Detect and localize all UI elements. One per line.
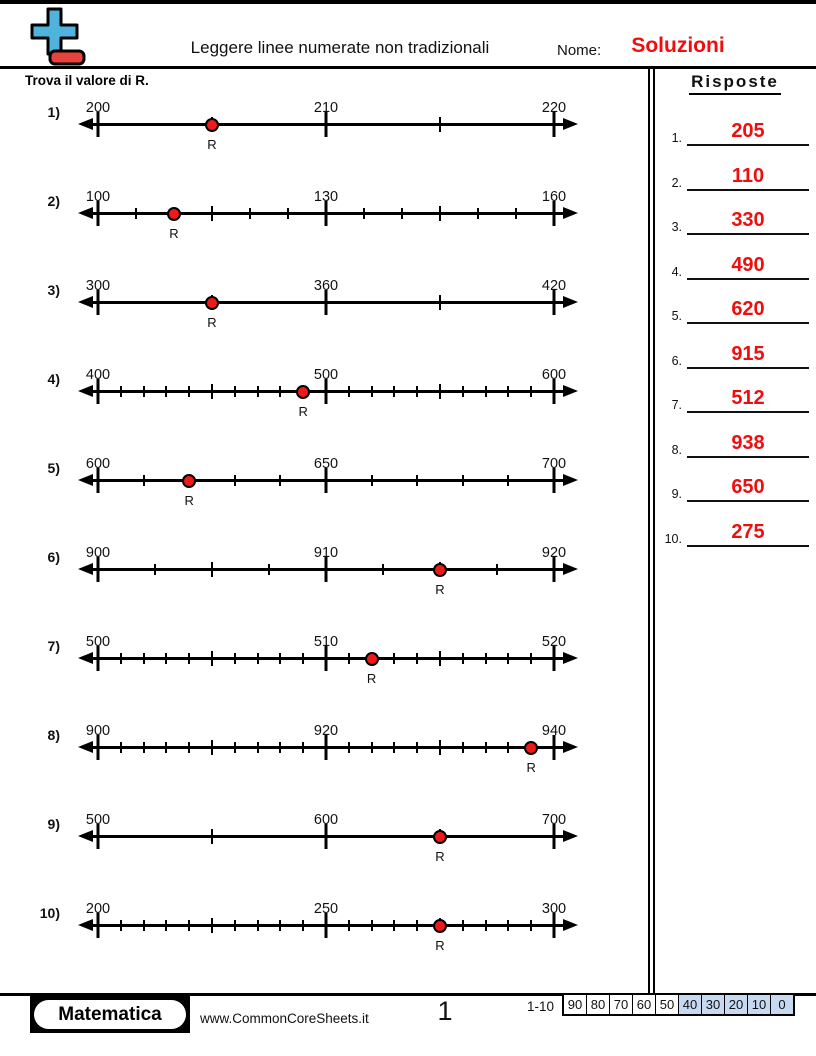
answer-blank-line	[687, 118, 809, 146]
tick	[188, 742, 190, 753]
tick	[439, 651, 441, 666]
answer-number: 5.	[671, 309, 682, 323]
tick	[462, 386, 464, 397]
number-line	[78, 808, 578, 878]
tick	[462, 653, 464, 664]
tick	[348, 386, 350, 397]
axis-label: 910	[313, 545, 339, 561]
point-dot	[524, 741, 538, 755]
tick	[143, 920, 145, 931]
top-border-rule	[0, 0, 816, 4]
tick	[416, 742, 418, 753]
answer-blank-line	[687, 163, 809, 191]
tick	[234, 475, 236, 486]
number-line-axis	[85, 924, 571, 927]
tick	[188, 386, 190, 397]
tick	[439, 384, 441, 399]
number-line	[78, 719, 578, 789]
axis-label: 300	[85, 278, 111, 294]
tick	[120, 920, 122, 931]
answer-number: 1.	[671, 131, 682, 145]
axis-label: 510	[313, 634, 339, 650]
point-dot	[167, 207, 181, 221]
tick	[485, 920, 487, 931]
axis-label: 700	[541, 812, 567, 828]
tick	[211, 829, 213, 844]
tick	[257, 386, 259, 397]
point-dot	[205, 118, 219, 132]
tick	[120, 386, 122, 397]
site-url: www.CommonCoreSheets.it	[200, 1011, 369, 1026]
point-dot	[182, 474, 196, 488]
axis-label: 600	[541, 367, 567, 383]
tick	[348, 920, 350, 931]
answers-divider-line	[648, 66, 650, 993]
number-line-axis	[85, 390, 571, 393]
answer-row	[656, 379, 812, 413]
answer-number: 2.	[671, 175, 682, 190]
point-dot	[365, 652, 379, 666]
point-dot	[433, 830, 447, 844]
problem-number: 7)	[47, 638, 60, 654]
tick	[234, 920, 236, 931]
point-label: R	[169, 226, 179, 241]
tick	[120, 653, 122, 664]
answer-blank-line	[687, 385, 809, 413]
axis-label: 940	[541, 723, 567, 739]
tick	[530, 920, 532, 931]
tick	[234, 653, 236, 664]
point-label: R	[298, 404, 308, 419]
axis-label: 200	[85, 901, 111, 917]
problem-number: 4)	[47, 371, 60, 387]
number-line	[78, 185, 578, 255]
number-line-axis	[85, 301, 571, 304]
axis-label: 650	[313, 456, 339, 472]
tick	[302, 742, 304, 753]
problem-row	[30, 185, 590, 274]
number-line-axis	[85, 212, 571, 215]
answer-number: 7.	[671, 398, 682, 412]
score-cell: 70	[609, 995, 632, 1014]
tick	[249, 208, 251, 219]
answer-value: 512	[731, 387, 765, 409]
axis-label: 220	[541, 100, 567, 116]
tick	[143, 653, 145, 664]
tick	[211, 740, 213, 755]
axis-label: 500	[313, 367, 339, 383]
point-dot	[433, 563, 447, 577]
tick	[211, 918, 213, 933]
problem-row	[30, 897, 590, 986]
instruction-text: Trova il valore di R.	[25, 73, 149, 88]
axis-label: 600	[313, 812, 339, 828]
axis-label: 360	[313, 278, 339, 294]
name-value-solutions: Soluzioni	[631, 34, 725, 57]
number-line	[78, 96, 578, 166]
tick	[393, 920, 395, 931]
tick	[363, 208, 365, 219]
problem-row	[30, 363, 590, 452]
tick	[287, 208, 289, 219]
axis-label: 900	[85, 723, 111, 739]
worksheet-title: Leggere linee numerate non tradizionali	[190, 38, 490, 57]
tick	[279, 920, 281, 931]
tick	[462, 742, 464, 753]
tick	[371, 742, 373, 753]
point-dot	[433, 919, 447, 933]
tick	[507, 920, 509, 931]
problem-number: 1)	[47, 104, 60, 120]
tick	[143, 475, 145, 486]
tick	[348, 742, 350, 753]
tick	[530, 386, 532, 397]
answer-number: 3.	[671, 220, 682, 234]
answer-row	[656, 112, 812, 146]
axis-label: 400	[85, 367, 111, 383]
tick	[416, 920, 418, 931]
tick	[234, 386, 236, 397]
problem-number: 2)	[47, 193, 60, 209]
number-line	[78, 452, 578, 522]
tick	[188, 653, 190, 664]
number-line-axis	[85, 835, 571, 838]
answer-blank-line	[687, 341, 809, 369]
point-dot	[296, 385, 310, 399]
tick	[279, 742, 281, 753]
tick	[485, 742, 487, 753]
answer-value: 205	[731, 120, 765, 142]
axis-label: 130	[313, 189, 339, 205]
tick	[416, 386, 418, 397]
tick	[507, 653, 509, 664]
tick	[279, 386, 281, 397]
tick	[507, 742, 509, 753]
axis-label: 920	[313, 723, 339, 739]
tick	[188, 920, 190, 931]
tick	[485, 653, 487, 664]
number-line-axis	[85, 123, 571, 126]
axis-label: 920	[541, 545, 567, 561]
score-cell: 10	[747, 995, 770, 1014]
point-label: R	[207, 315, 217, 330]
tick	[279, 653, 281, 664]
answer-value: 620	[731, 298, 765, 320]
problem-row	[30, 630, 590, 719]
tick	[257, 742, 259, 753]
answer-blank-line	[687, 474, 809, 502]
problem-number: 9)	[47, 816, 60, 832]
answer-value: 915	[731, 342, 765, 365]
tick	[477, 208, 479, 219]
answers-title-text: Risposte	[689, 72, 781, 95]
answer-number: 4.	[671, 264, 682, 279]
tick	[515, 208, 517, 219]
tick	[439, 295, 441, 310]
axis-label: 250	[313, 901, 339, 917]
score-cell: 80	[586, 995, 609, 1014]
tick	[165, 742, 167, 753]
brand-label: Matematica	[34, 1000, 186, 1029]
score-strip	[562, 993, 795, 1016]
axis-label: 200	[85, 100, 111, 116]
tick	[439, 206, 441, 221]
point-label: R	[435, 849, 445, 864]
answer-row	[656, 201, 812, 235]
answer-row	[656, 468, 812, 502]
tick	[393, 653, 395, 664]
tick	[120, 742, 122, 753]
tick	[135, 208, 137, 219]
answer-blank-line	[687, 519, 809, 547]
answer-row	[656, 246, 812, 280]
tick	[211, 384, 213, 399]
score-range-label: 1-10	[527, 999, 555, 1014]
answer-value: 490	[731, 253, 765, 276]
axis-label: 900	[85, 545, 111, 561]
tick	[279, 475, 281, 486]
score-cell: 90	[564, 995, 586, 1014]
answer-number: 9.	[671, 487, 682, 501]
name-label: Nome:	[557, 42, 602, 59]
answer-row	[656, 513, 812, 547]
tick	[371, 386, 373, 397]
answers-title	[660, 72, 810, 92]
tick	[165, 920, 167, 931]
tick	[439, 740, 441, 755]
tick	[211, 651, 213, 666]
point-label: R	[526, 760, 536, 775]
plus-minus-logo-icon	[24, 6, 88, 68]
tick	[143, 742, 145, 753]
tick	[507, 386, 509, 397]
axis-label: 100	[85, 189, 111, 205]
number-line	[78, 541, 578, 611]
answer-blank-line	[687, 296, 809, 324]
tick	[416, 475, 418, 486]
tick	[268, 564, 270, 575]
problem-row	[30, 274, 590, 363]
axis-label: 500	[85, 634, 111, 650]
tick	[165, 386, 167, 397]
score-cell: 20	[724, 995, 747, 1014]
page-number: 1	[437, 996, 453, 1026]
answer-row	[656, 290, 812, 324]
answer-blank-line	[687, 252, 809, 280]
number-line-axis	[85, 568, 571, 571]
problem-row	[30, 808, 590, 897]
tick	[257, 920, 259, 931]
answer-row	[656, 335, 812, 369]
tick	[393, 742, 395, 753]
tick	[211, 206, 213, 221]
number-line-axis	[85, 479, 571, 482]
problem-number: 8)	[47, 727, 60, 743]
answer-value: 330	[731, 209, 765, 231]
tick	[382, 564, 384, 575]
header-rule	[0, 66, 816, 69]
tick	[143, 386, 145, 397]
problem-row	[30, 96, 590, 185]
score-cell: 50	[655, 995, 678, 1014]
number-line	[78, 274, 578, 344]
tick	[371, 920, 373, 931]
answer-value: 650	[731, 476, 765, 498]
problem-number: 6)	[47, 549, 60, 565]
answer-blank-line	[687, 430, 809, 458]
problem-number: 5)	[47, 460, 60, 476]
axis-label: 600	[85, 456, 111, 472]
tick	[393, 386, 395, 397]
number-line-axis	[85, 746, 571, 749]
point-label: R	[207, 137, 217, 152]
point-label: R	[435, 582, 445, 597]
tick	[257, 653, 259, 664]
brand-box	[30, 996, 190, 1033]
score-cell: 0	[770, 995, 793, 1014]
answer-number: 8.	[671, 442, 682, 457]
answer-blank-line	[687, 207, 809, 235]
number-line	[78, 363, 578, 433]
score-cell: 40	[678, 995, 701, 1014]
tick	[485, 386, 487, 397]
point-label: R	[184, 493, 194, 508]
tick	[234, 742, 236, 753]
answer-value: 275	[731, 520, 765, 543]
problem-number: 3)	[47, 282, 60, 298]
problem-row	[30, 541, 590, 630]
axis-label: 160	[541, 189, 567, 205]
tick	[462, 920, 464, 931]
tick	[496, 564, 498, 575]
tick	[507, 475, 509, 486]
problem-number: 10)	[39, 905, 60, 921]
answer-number: 6.	[671, 353, 682, 368]
tick	[302, 920, 304, 931]
answers-divider-line	[653, 66, 655, 993]
number-line	[78, 630, 578, 700]
tick	[530, 653, 532, 664]
answer-row	[656, 157, 812, 191]
score-cell: 30	[701, 995, 724, 1014]
problem-row	[30, 452, 590, 541]
axis-label: 700	[541, 456, 567, 472]
answer-value: 110	[731, 164, 765, 187]
tick	[165, 653, 167, 664]
axis-label: 520	[541, 634, 567, 650]
number-line	[78, 897, 578, 967]
tick	[439, 117, 441, 132]
number-line-axis	[85, 657, 571, 660]
score-cell: 60	[632, 995, 655, 1014]
axis-label: 210	[313, 100, 339, 116]
answer-row	[656, 424, 812, 458]
answer-number: 10.	[664, 531, 682, 546]
tick	[154, 564, 156, 575]
axis-label: 500	[85, 812, 111, 828]
problem-row	[30, 719, 590, 808]
tick	[416, 653, 418, 664]
axis-label: 300	[541, 901, 567, 917]
point-label: R	[435, 938, 445, 953]
tick	[211, 562, 213, 577]
tick	[401, 208, 403, 219]
point-label: R	[366, 671, 377, 686]
tick	[371, 475, 373, 486]
answer-value: 938	[731, 431, 765, 454]
tick	[348, 653, 350, 664]
axis-label: 420	[541, 278, 567, 294]
point-dot	[205, 296, 219, 310]
tick	[462, 475, 464, 486]
tick	[302, 653, 304, 664]
